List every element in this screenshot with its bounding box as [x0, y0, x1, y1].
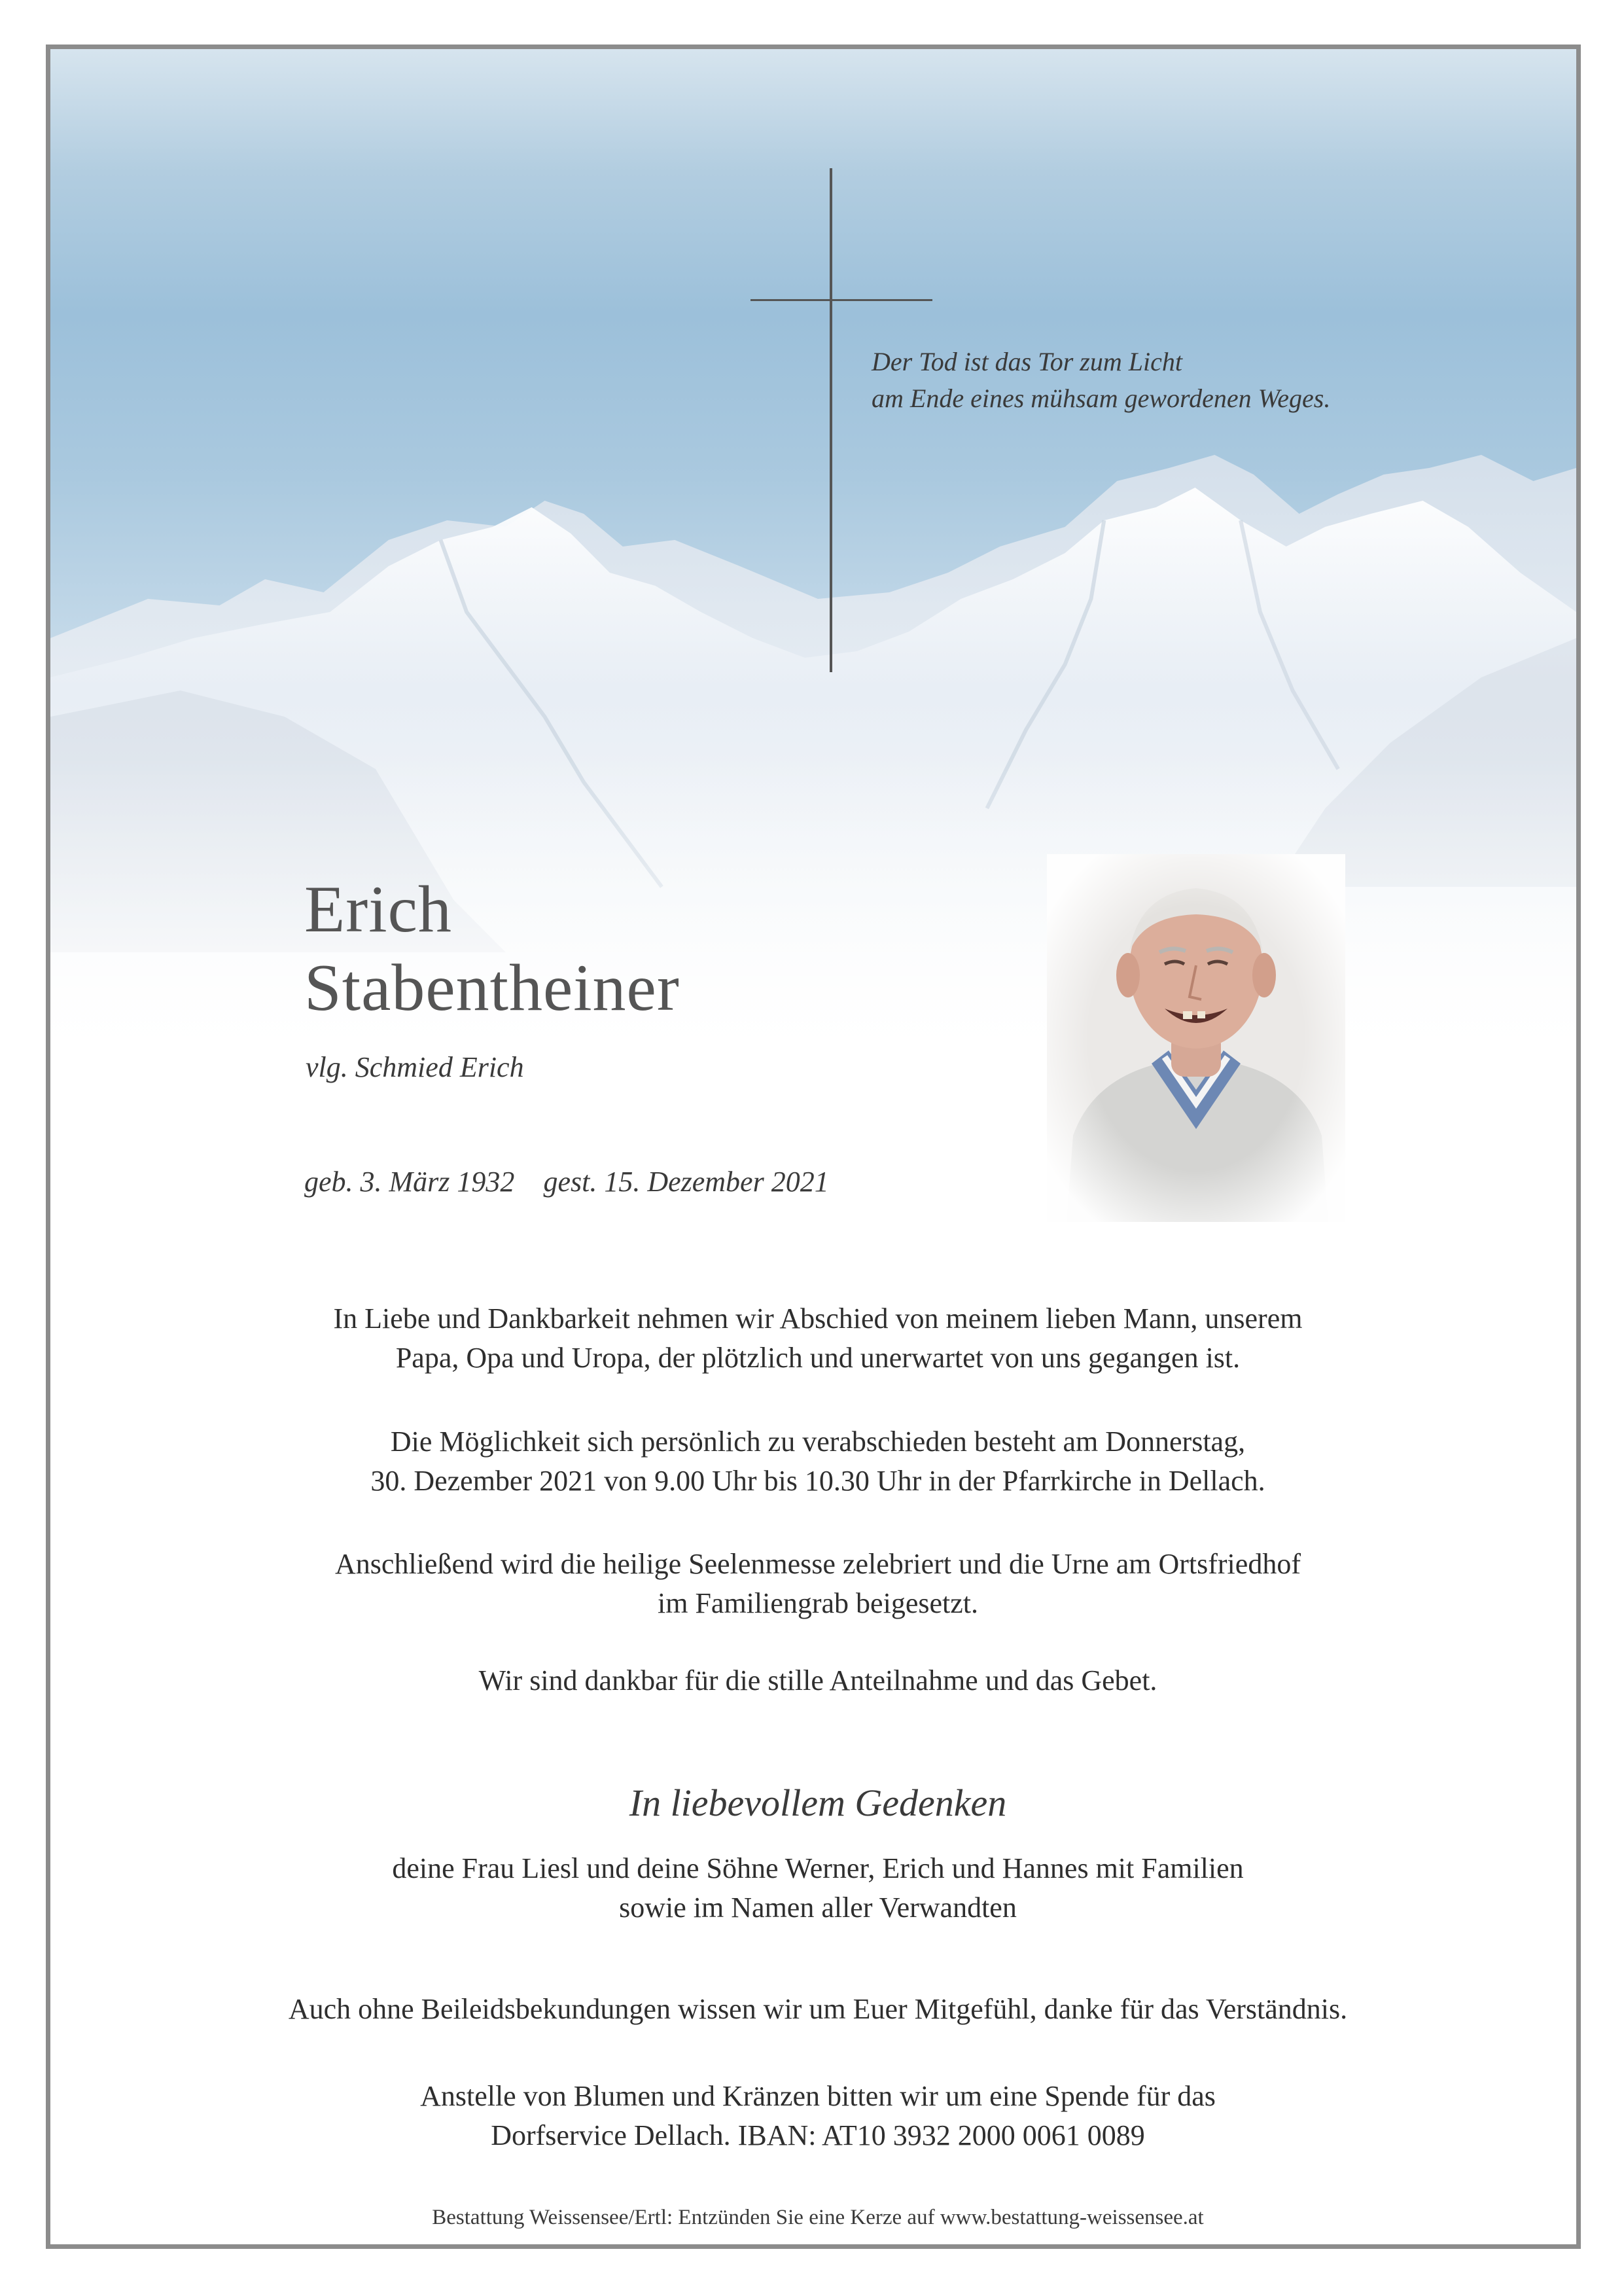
- deceased-name: [304, 870, 680, 1028]
- quote-line-2: am Ende eines mühsam gewordenen Weges.: [872, 384, 1331, 413]
- donation-paragraph: [50, 2077, 1581, 2155]
- cross-horizontal-bar: [750, 299, 932, 301]
- portrait-image: [1047, 854, 1345, 1222]
- memorial-heading: In liebevollem Gedenken: [629, 1782, 1007, 1824]
- portrait-photo: [1047, 854, 1345, 1222]
- farewell-info-paragraph: [50, 1422, 1581, 1501]
- mourners-paragraph: [50, 1849, 1581, 1928]
- footer-funeral-home: Bestattung Weissensee/Ertl: Entzünden Sie eine Kerze auf www.bestattung-weissensee.at: [432, 2206, 1204, 2229]
- mourners-line-1: deine Frau Liesl und deine Söhne Werner, Erich und Hannes mit Familien: [392, 1852, 1244, 1884]
- life-dates: [304, 1165, 829, 1198]
- mountain-landscape: [50, 442, 1576, 1070]
- obituary-card: [46, 45, 1581, 2249]
- quote-line-1: Der Tod ist das Tor zum Licht: [872, 347, 1182, 376]
- announcement-line-2: Papa, Opa und Uropa, der plötzlich und unerwartet von uns gegangen ist.: [395, 1342, 1241, 1374]
- first-name: Erich: [304, 872, 452, 946]
- donation-line-1: Anstelle von Blumen und Kränzen bitten wir um eine Spende für das: [420, 2080, 1216, 2112]
- mass-burial-line-2: im Familiengrab beigesetzt.: [658, 1587, 978, 1619]
- condolence-note: [50, 1990, 1581, 2029]
- farewell-info-line-2: 30. Dezember 2021 von 9.00 Uhr bis 10.30 Uhr in der Pfarrkirche in Dellach.: [370, 1465, 1265, 1497]
- mass-burial-line-1: Anschließend wird die heilige Seelenmesse zelebriert und die Urne am Ortsfriedhof: [335, 1548, 1301, 1580]
- donation-line-2: Dorfservice Dellach. IBAN: AT10 3932 2000 0061 0089: [491, 2119, 1145, 2151]
- mourners-line-2: sowie im Namen aller Verwandten: [619, 1892, 1017, 1924]
- mass-burial-paragraph: [50, 1545, 1581, 1623]
- announcement-paragraph: [50, 1299, 1581, 1378]
- gratitude-paragraph: [50, 1661, 1581, 1700]
- death-date: gest. 15. Dezember 2021: [543, 1166, 829, 1198]
- condolence-line: Auch ohne Beileidsbekundungen wissen wir um Euer Mitgefühl, danke für das Verständnis.: [288, 1993, 1348, 2025]
- last-name: Stabentheiner: [304, 951, 680, 1025]
- cross-vertical-bar: [830, 168, 832, 672]
- gratitude-line: Wir sind dankbar für die stille Anteilnahme und das Gebet.: [478, 1664, 1157, 1696]
- quote: [872, 344, 1330, 417]
- birth-date: geb. 3. März 1932: [304, 1166, 515, 1198]
- farewell-info-line-1: Die Möglichkeit sich persönlich zu verabschieden besteht am Donnerstag,: [390, 1426, 1246, 1458]
- announcement-line-1: In Liebe und Dankbarkeit nehmen wir Abschied von meinem lieben Mann, unserem: [333, 1302, 1303, 1335]
- vulgo-name: vlg. Schmied Erich: [306, 1051, 524, 1083]
